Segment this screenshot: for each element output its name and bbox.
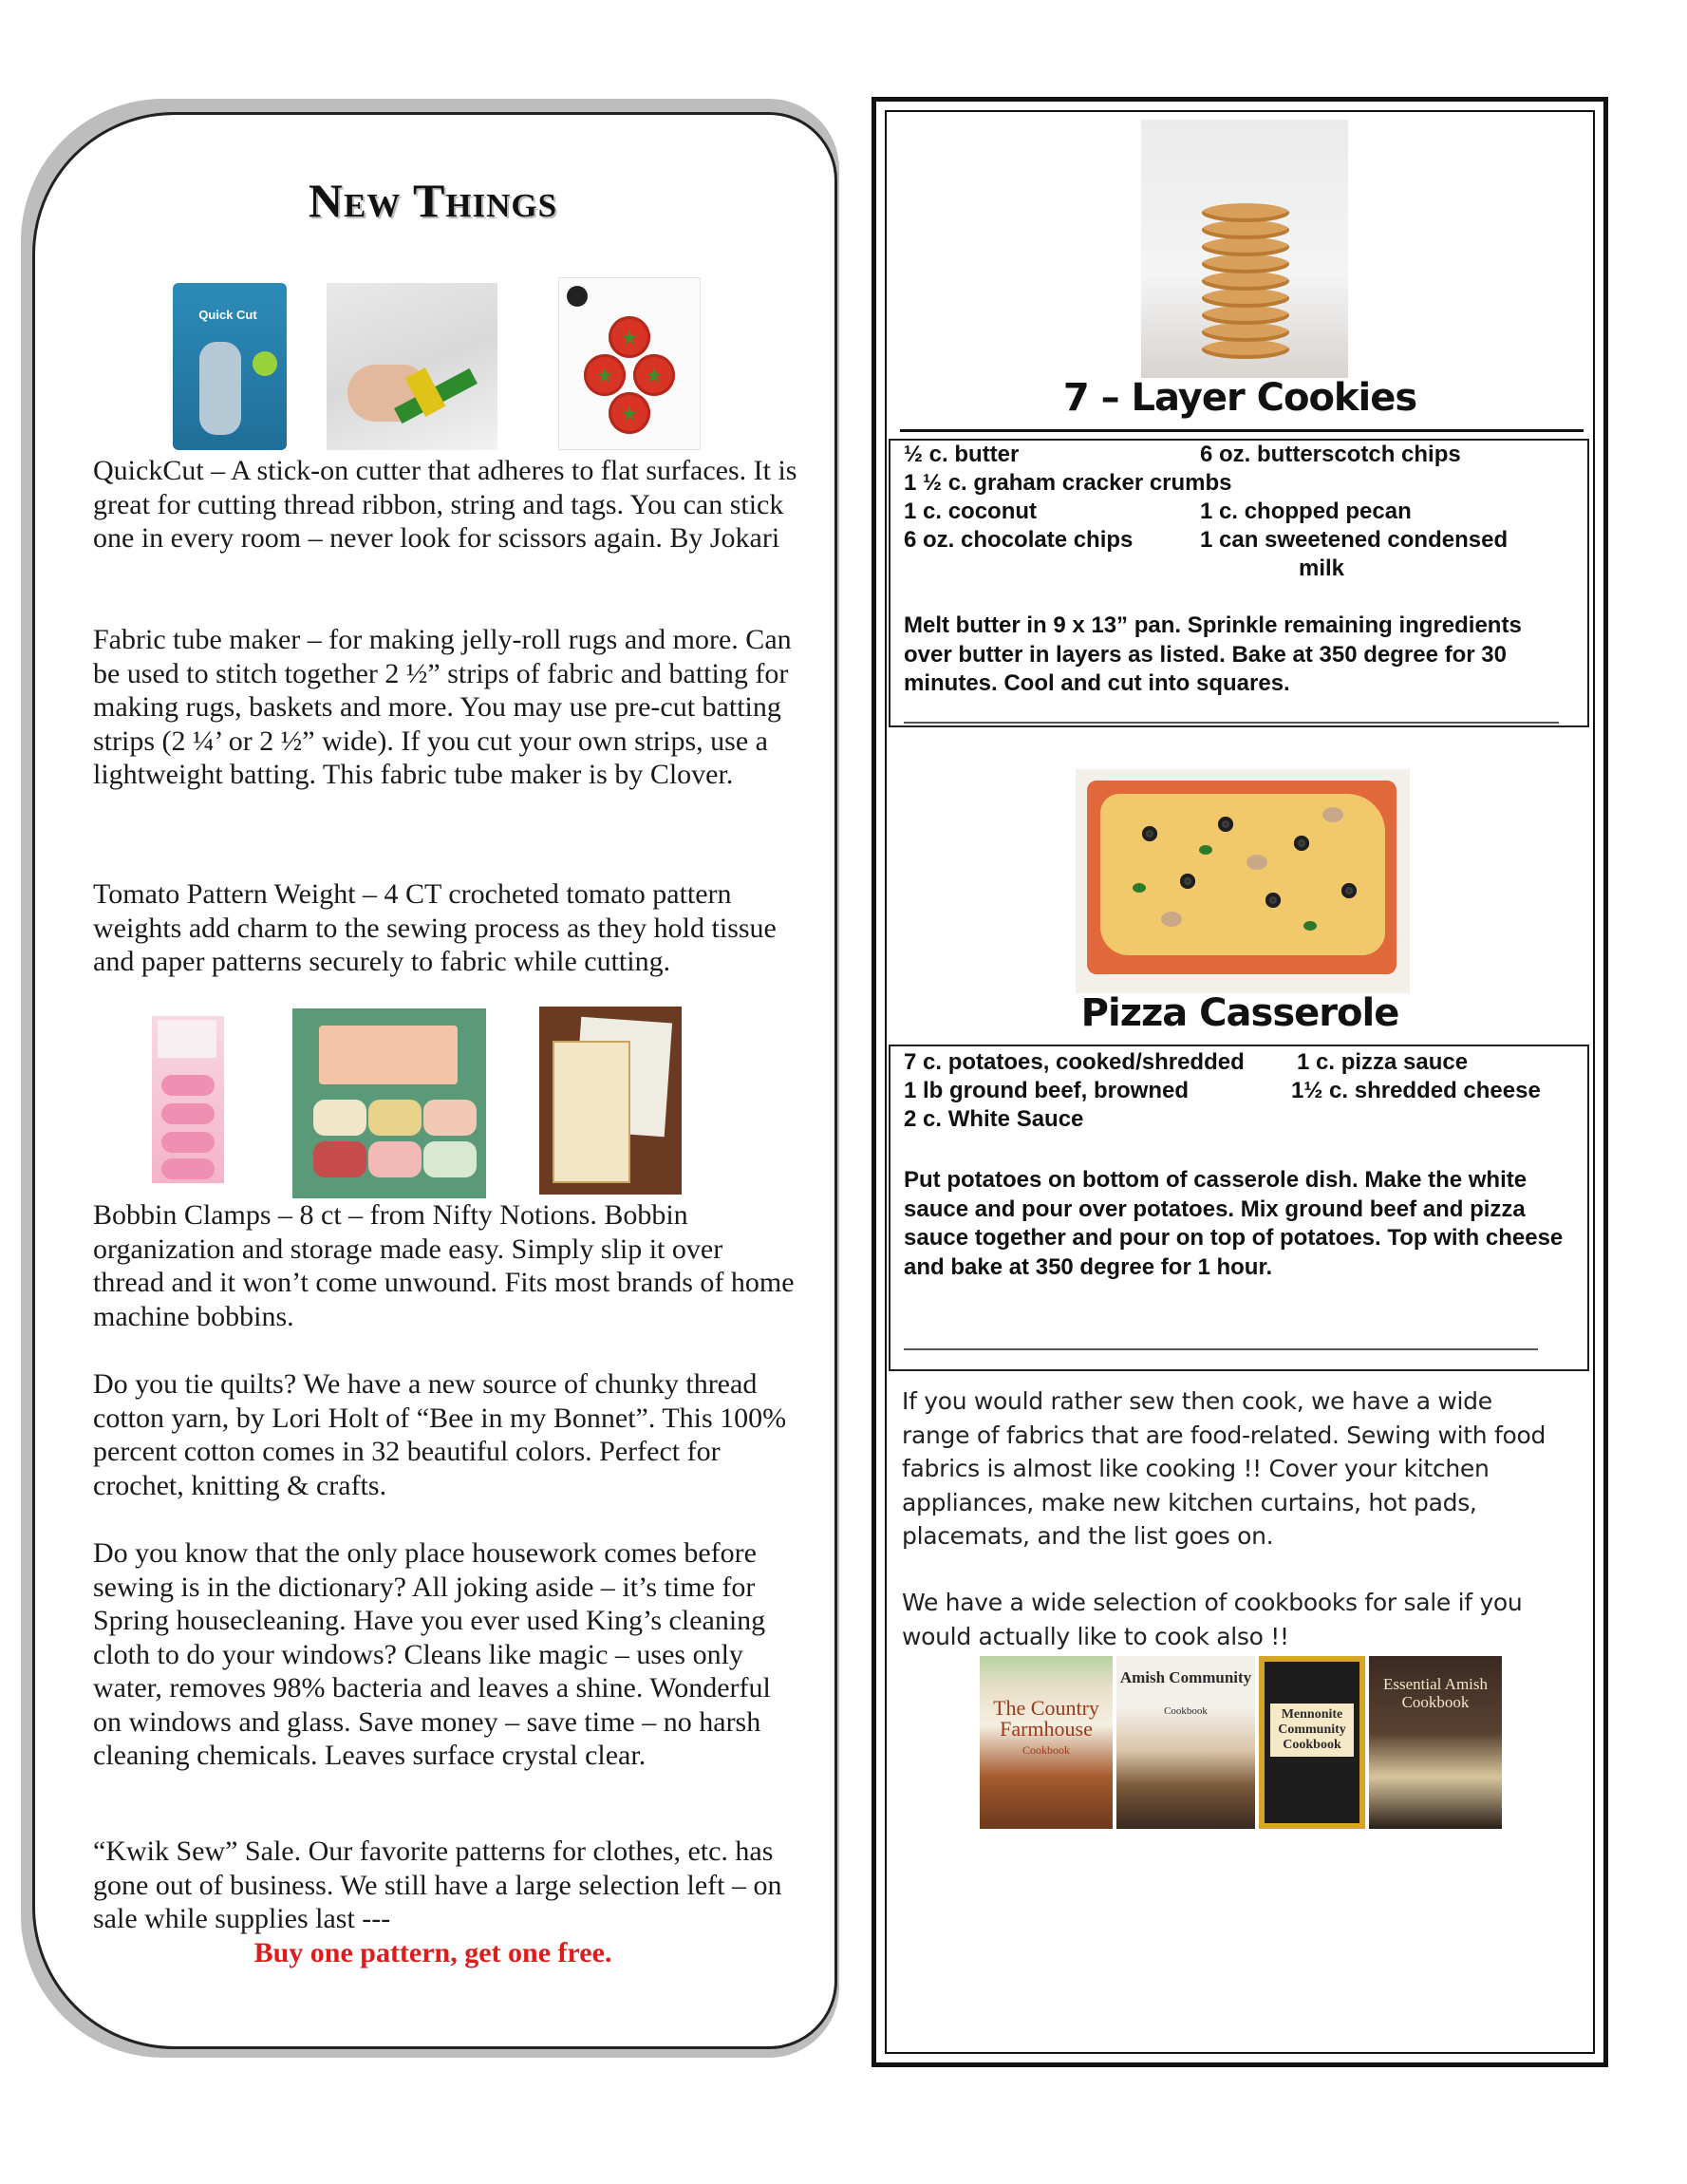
casserole-ingredient-2: 1 lb ground beef, browned [904, 1078, 1189, 1103]
cookbook-mennonite-community [1259, 1656, 1365, 1829]
cookie [1202, 272, 1289, 291]
yarn-skein [423, 1100, 477, 1136]
basil-leaf [1303, 921, 1317, 931]
bobbin-clamp [161, 1132, 215, 1153]
brand-logo [567, 286, 588, 307]
bobbin-clamp [161, 1103, 215, 1124]
cookie [1202, 323, 1289, 342]
basil-leaf [1133, 883, 1146, 893]
quickcut-package-image [173, 283, 287, 450]
cookie [1202, 254, 1289, 273]
cookbook-country-farmhouse [980, 1656, 1113, 1829]
yarn-skein [423, 1141, 477, 1177]
cookbook-title: The Country Farmhouse [993, 1696, 1099, 1741]
quickcut-package-label: Quick Cut [198, 308, 257, 322]
cookies-ingredient-1: ½ c. butter [904, 442, 1020, 467]
cookie [1202, 237, 1289, 256]
yarn-skein [368, 1100, 422, 1136]
basil-leaf [1199, 845, 1212, 855]
cookbook-subtitle: Cookbook [1022, 1743, 1070, 1757]
casserole-directions: Put potatoes on bottom of casserole dish. Make the white sauce and pour over potatoes. Mix ground beef and pizza sauce together and pour on top of potatoes. Top with cheese and bake at 350 degree for 1 hour. [904, 1167, 1564, 1280]
casserole-underline [904, 1348, 1538, 1350]
cotton-yarn-image [292, 1008, 486, 1198]
casserole-ingredient-3: 2 c. White Sauce [904, 1106, 1084, 1132]
cookies-photo [1141, 120, 1348, 378]
kwik-sew-paragraph: “Kwik Sew” Sale. Our favorite patterns for clothes, etc. has gone out of business. We still have a large selection left – on sale while supplies last --- [93, 1836, 782, 1934]
cookies-ingredient-6: 1 c. chopped pecan [1200, 499, 1412, 524]
bobbin-package-header [158, 1020, 216, 1058]
new-things-title: New Things [308, 174, 558, 227]
cookies-ingredient-7-cont: milk [1299, 555, 1345, 581]
cookies-directions: Melt butter in 9 x 13” pan. Sprinkle remaining ingredients over butter in layers as listed. Bake at 350 degree for 30 minutes. Cool and cut into squares. [904, 612, 1522, 696]
fabric-tube-maker-image [327, 283, 497, 450]
food-fabrics-note: If you would rather sew then cook, we have a wide range of fabrics that are food-related. Sewing with food fabrics is almost like cooking !! Cover your kitchen appliances, make new kitchen curtains, hot pads, placemats, and the list goes on. [902, 1387, 1546, 1550]
tomato-weight [584, 354, 626, 396]
yarn-skein [313, 1100, 366, 1136]
pizza-casserole-photo [1076, 769, 1410, 993]
tomato-weight [609, 392, 650, 434]
casserole-ingredient-4: 1 c. pizza sauce [1297, 1049, 1469, 1075]
cookbook-subtitle: Cookbook [1164, 1705, 1208, 1717]
olive [1218, 817, 1233, 832]
cheese-layer [1100, 794, 1385, 955]
cookies-ingredient-4: 6 oz. chocolate chips [904, 527, 1134, 553]
cookbook-essential-amish [1369, 1656, 1502, 1829]
cookie [1202, 220, 1289, 239]
cloth-package-shape [553, 1041, 630, 1183]
quickcut-paragraph: QuickCut – A stick-on cutter that adheres to flat surfaces. It is great for cutting thread ribbon, string and tags. You can stick one in every room – never look for scissors again. By Jokari [93, 455, 797, 554]
cookbook-amish-community [1116, 1656, 1255, 1829]
olive [1180, 874, 1195, 889]
cookies-ingredient-7: 1 can sweetened condensed [1200, 527, 1509, 553]
olive [1265, 893, 1281, 908]
cleaning-cloth-image [539, 1007, 682, 1195]
olive [1341, 883, 1357, 898]
olive [1294, 836, 1309, 851]
mushroom [1161, 912, 1182, 927]
yarn-package-tag [319, 1026, 458, 1084]
cookbooks-note: We have a wide selection of cookbooks for sale if you would actually like to cook also !! [902, 1589, 1523, 1650]
tomato-weight [609, 316, 650, 358]
yarn-skein [368, 1141, 422, 1177]
quickcut-cutter-shape [199, 342, 241, 435]
tomato-weight [633, 354, 675, 396]
cookies-ingredient-3: 1 c. coconut [904, 499, 1038, 524]
cookies-title-rule [900, 429, 1584, 432]
quickcut-badge [253, 351, 277, 376]
cookies-ingredient-5: 6 oz. butterscotch chips [1200, 442, 1461, 467]
casserole-ingredient-1: 7 c. potatoes, cooked/shredded [904, 1049, 1245, 1075]
mushroom [1247, 855, 1267, 870]
cookbook-title: Essential Amish Cookbook [1382, 1675, 1489, 1711]
cotton-yarn-paragraph: Do you tie quilts? We have a new source of chunky thread cotton yarn, by Lori Holt of “Bee in my Bonnet”. This 100% percent cotton comes in 32 beautiful colors. Perfect for crochet, knitting & crafts. [93, 1368, 787, 1501]
cookie [1202, 289, 1289, 308]
olive [1142, 826, 1157, 841]
cookies-underline [904, 722, 1559, 724]
cookies-recipe-title: 7 – Layer Cookies [1062, 376, 1417, 420]
cookie [1202, 340, 1289, 359]
cookie [1202, 203, 1289, 222]
tomato-weight-paragraph: Tomato Pattern Weight – 4 CT crocheted tomato pattern weights add charm to the sewing process as they hold tissue and paper patterns securely to fabric while cutting. [93, 878, 777, 977]
cookbook-title: Amish Community [1119, 1668, 1252, 1686]
promo-text: Buy one pattern, get one free. [253, 1937, 612, 1968]
cleaning-cloth-paragraph: Do you know that the only place housework comes before sewing is in the dictionary? All joking aside – it’s time for Spring housecleaning. Have you ever used King’s cleaning cloth to do your windows? Cleans like magic – uses only water, removes 98% bacteria and leaves a shine. Wonderful on windows and glass. Save money – save time – no harsh cleaning chemicals. Leaves surface crystal clear. [93, 1537, 771, 1771]
bobbin-clamps-image [152, 1016, 224, 1183]
mushroom [1322, 807, 1343, 822]
casserole-recipe-title: Pizza Casserole [1080, 991, 1399, 1035]
cookbook-title: Mennonite Community Cookbook [1270, 1704, 1354, 1757]
bobbin-clamp [161, 1075, 215, 1096]
fabric-tube-maker-paragraph: Fabric tube maker – for making jelly-roll rugs and more. Can be used to stitch together 2 ½” strips of fabric and batting for making rugs, baskets and more. You may use pre-cut batting strips (2 ¼’ or 2 ½” wide). If you cut your own strips, use a lightweight batting. This fabric tube maker is by Clover. [93, 624, 792, 790]
casserole-ingredient-5: 1½ c. shredded cheese [1291, 1078, 1541, 1103]
bobbin-clamp [161, 1158, 215, 1179]
cookies-ingredient-2: 1 ½ c. graham cracker crumbs [904, 470, 1232, 496]
yarn-skein [313, 1141, 366, 1177]
bobbin-clamps-paragraph: Bobbin Clamps – 8 ct – from Nifty Notions. Bobbin organization and storage made easy. Simply slip it over thread and it won’t come unwound. Fits most brands of home machine bobbins. [93, 1199, 795, 1332]
cookie [1202, 306, 1289, 325]
tomato-pattern-weight-image [558, 277, 701, 450]
